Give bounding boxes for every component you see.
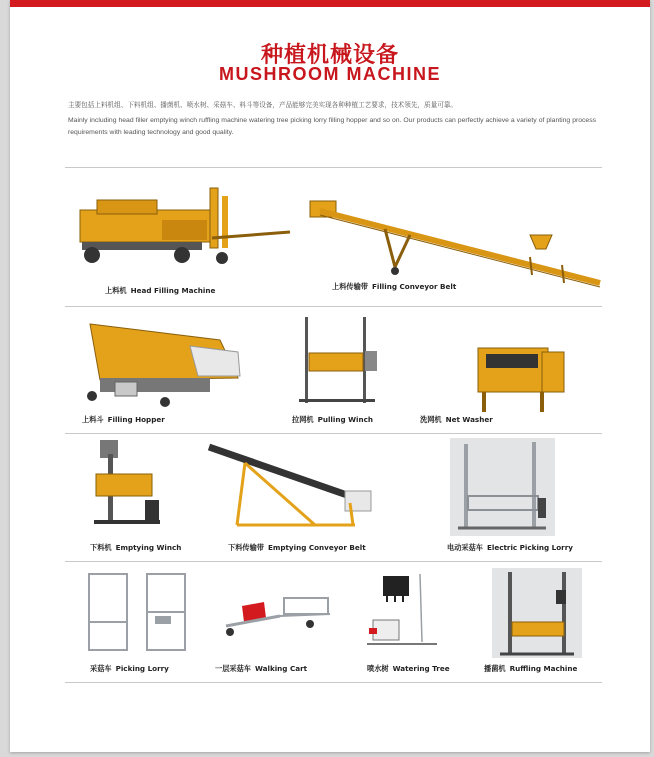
caption-electric-picking-lorry (447, 543, 573, 553)
divider (65, 433, 602, 434)
intro-text-cn: 主要包括上料机组、下料机组、播菌机、喷水树、采菇车、料斗等设备，产品能够完美实现各种种植工艺要求，技术领先，质量可靠。 (68, 101, 458, 109)
caption-cn: 喷水树 (367, 664, 389, 673)
caption-head-filling-machine (105, 286, 215, 296)
page-title-en: MUSHROOM MACHINE (219, 64, 441, 84)
caption-walking-cart (215, 664, 307, 674)
caption-en: Emptying Conveyor Belt (267, 543, 366, 552)
caption-cn: 下料传输带 (228, 543, 264, 552)
walking-cart-image (220, 592, 340, 642)
caption-en: Picking Lorry (115, 664, 169, 673)
caption-filling-conveyor-belt (332, 282, 456, 292)
emptying-conveyor-belt-image (205, 443, 380, 535)
ruffling-machine-image (492, 568, 582, 658)
caption-en: Emptying Winch (115, 543, 182, 552)
caption-en: Electric Picking Lorry (486, 543, 573, 552)
caption-en: Pulling Winch (317, 415, 374, 424)
divider (65, 167, 602, 168)
caption-en: Watering Tree (392, 664, 450, 673)
caption-watering-tree (367, 664, 450, 674)
emptying-winch-image (90, 440, 170, 532)
page-title-cn: 种植机械设备 (260, 43, 399, 68)
caption-en: Net Washer (445, 415, 493, 424)
caption-emptying-conveyor-belt (228, 543, 366, 553)
net-washer-image (470, 338, 570, 418)
filling-hopper-image (70, 318, 245, 410)
caption-en: Filling Hopper (107, 415, 165, 424)
top-accent-bar (10, 0, 650, 7)
intro-text-en: Mainly including head filler emptying winch ruffling machine watering tree picking lorry filling hopper and so on. Our products can perfectly achieve a variety of planting process requirements with leading technology and good quality. (68, 117, 596, 136)
picking-lorry-image (85, 572, 195, 654)
caption-cn: 播菌机 (484, 664, 506, 673)
caption-cn: 采菇车 (90, 664, 112, 673)
caption-en: Walking Cart (254, 664, 308, 673)
watering-tree-image (365, 572, 445, 654)
caption-picking-lorry (90, 664, 169, 674)
head-filling-machine-image (62, 180, 292, 275)
caption-emptying-winch (90, 543, 181, 553)
caption-cn: 拉网机 (292, 415, 314, 424)
caption-cn: 上料传输带 (332, 282, 368, 291)
pulling-winch-image (295, 315, 380, 407)
caption-cn: 下料机 (90, 543, 112, 552)
electric-picking-lorry-image (450, 438, 555, 536)
caption-cn: 一层采菇车 (215, 664, 251, 673)
caption-en: Filling Conveyor Belt (371, 282, 457, 291)
caption-cn: 电动采菇车 (447, 543, 483, 552)
caption-cn: 上料机 (105, 286, 127, 295)
caption-filling-hopper (82, 415, 165, 425)
caption-cn: 洗网机 (420, 415, 442, 424)
divider (65, 306, 602, 307)
divider (65, 561, 602, 562)
brochure-page (10, 0, 650, 752)
divider (65, 682, 602, 683)
filling-conveyor-belt-image (300, 195, 610, 290)
caption-pulling-winch (292, 415, 373, 425)
caption-net-washer (420, 415, 493, 425)
caption-cn: 上料斗 (82, 415, 104, 424)
caption-en: Ruffling Machine (509, 664, 578, 673)
caption-ruffling-machine (484, 664, 577, 674)
caption-en: Head Filling Machine (130, 286, 216, 295)
